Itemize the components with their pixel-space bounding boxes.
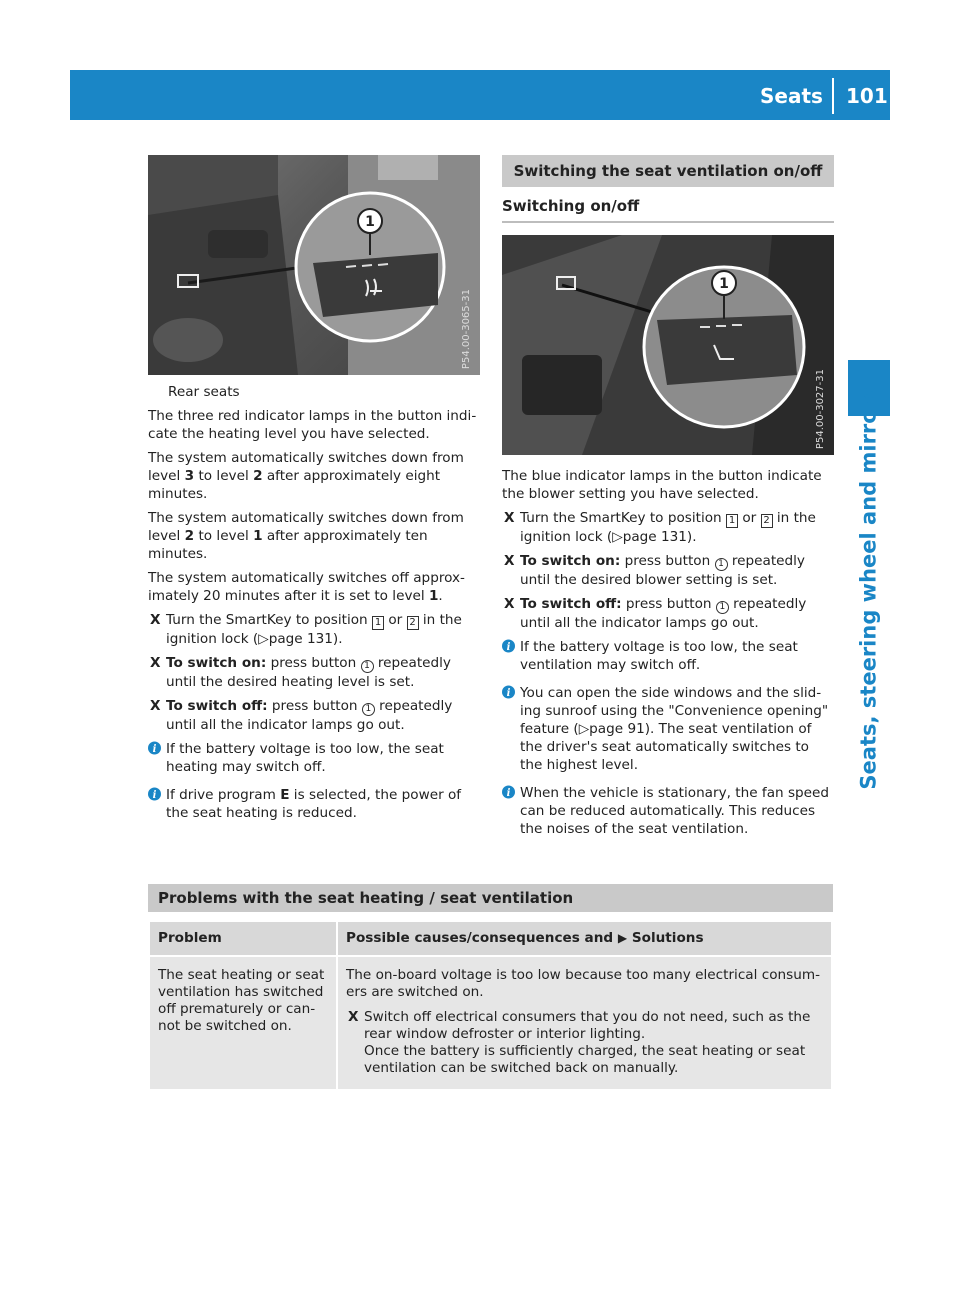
info-note: i You can open the side windows and the slid-ing sunroof using the "Convenience opening" feature (▷page 91). The seat ventilation of the driver's seat automatically switches to the highest level.	[502, 684, 834, 774]
table-header-row	[150, 922, 831, 955]
instruction-step: X Turn the SmartKey to position 1 or 2 in the ignition lock (▷page 131).	[150, 612, 462, 647]
image-code: P54.00-3027-31	[815, 368, 826, 449]
step-arrow-icon: X	[150, 655, 161, 671]
key-position-icon: 1	[372, 616, 384, 630]
page-ref-icon: ▷	[258, 631, 269, 647]
instruction-step: X To switch off: press button 1 repeatedly until all the indicator lamps go out.	[504, 596, 807, 631]
info-icon	[502, 785, 515, 799]
paragraph: The system automatically switches off approx-imately 20 minutes after it is set to level 1.	[148, 570, 465, 604]
step-arrow-icon: X	[348, 1009, 359, 1025]
play-arrow-icon: ▶	[617, 931, 628, 945]
rear-seat-illustration	[148, 155, 480, 375]
step-arrow-icon: X	[504, 596, 515, 612]
paragraph: The system automatically switches down from level 2 to level 1 after approximately ten minutes.	[148, 510, 464, 562]
callout-1: 1	[365, 214, 375, 230]
page-number: 101	[846, 84, 888, 108]
step-arrow-icon: X	[504, 510, 515, 526]
callout-1: 1	[719, 276, 729, 292]
image-code: P54.00-3065-31	[461, 288, 472, 369]
subsection-heading: Switching on/off	[502, 197, 834, 223]
paragraph: The blue indicator lamps in the button indicate the blower setting you have selected.	[502, 468, 822, 502]
instruction-step: X To switch on: press button 1 repeatedly until the desired heating level is set.	[150, 655, 451, 690]
info-note: i If the battery voltage is too low, the seat heating may switch off.	[148, 740, 480, 776]
info-icon	[502, 685, 515, 699]
photo-caption: Rear seats	[168, 384, 240, 400]
rear-seat-heating-photo	[148, 155, 480, 375]
svg-text:i: i	[152, 744, 157, 755]
key-position-icon: 2	[407, 616, 419, 630]
left-column	[148, 155, 480, 832]
info-note: i If drive program E is selected, the power of the seat heating is reduced.	[148, 786, 480, 822]
page-ref-icon: ▷	[578, 721, 590, 737]
seat-ventilation-photo	[502, 235, 834, 455]
paragraph: The three red indicator lamps in the button indi-cate the heating level you have selected.	[148, 408, 477, 442]
info-note: i When the vehicle is stationary, the fan speed can be reduced automatically. This reduces the noises of the seat ventilation.	[502, 784, 834, 838]
header-divider	[832, 78, 834, 114]
instruction-step: X Turn the SmartKey to position 1 or 2 in the ignition lock (▷page 131).	[504, 510, 816, 545]
svg-text:i: i	[152, 790, 157, 801]
key-position-icon: 1	[726, 514, 738, 528]
page-ref-icon: ▷	[612, 529, 623, 545]
page-section-title: Seats	[760, 84, 823, 108]
info-icon	[148, 741, 161, 755]
door-panel-illustration	[502, 235, 834, 455]
step-arrow-icon: X	[150, 612, 161, 628]
svg-text:i: i	[506, 688, 511, 699]
right-column	[502, 155, 834, 848]
callout-ref-icon: 1	[715, 558, 728, 571]
column-header-causes: Possible causes/consequences and ▶ Solutions	[338, 922, 831, 955]
callout-ref-icon: 1	[361, 660, 374, 673]
table-row	[150, 957, 831, 1089]
info-icon	[148, 787, 161, 801]
svg-text:i: i	[506, 642, 511, 653]
info-note: i If the battery voltage is too low, the seat ventilation may switch off.	[502, 638, 834, 674]
problem-cell: The seat heating or seat ventilation has switched off prematurely or can-not be switched on.	[150, 957, 336, 1089]
paragraph: The system automatically switches down from level 3 to level 2 after approximately eight minutes.	[148, 450, 464, 502]
chapter-label: Seats, steering wheel and mirrors	[857, 386, 881, 790]
problems-table	[148, 920, 833, 1091]
callout-ref-icon: 1	[362, 703, 375, 716]
instruction-step: X To switch off: press button 1 repeatedly until all the indicator lamps go out.	[150, 698, 453, 733]
column-header-problem: Problem	[150, 922, 336, 955]
instruction-step: X To switch on: press button 1 repeatedly until the desired blower setting is set.	[504, 553, 805, 588]
svg-text:i: i	[506, 788, 511, 799]
step-arrow-icon: X	[150, 698, 161, 714]
section-heading: Switching the seat ventilation on/off	[502, 155, 834, 187]
problems-heading: Problems with the seat heating / seat ventilation	[148, 884, 833, 912]
info-icon	[502, 639, 515, 653]
solution-cell: The on-board voltage is too low because too many electrical consum-ers are switched on. X Switch off electrical consumers that you do not need, such as the rear window defroster or interior lighting. Once the battery is sufficiently charged, the seat heating or seat ventilation can be switched back on manually.	[338, 957, 831, 1089]
step-arrow-icon: X	[504, 553, 515, 569]
key-position-icon: 2	[761, 514, 773, 528]
callout-ref-icon: 1	[716, 601, 729, 614]
